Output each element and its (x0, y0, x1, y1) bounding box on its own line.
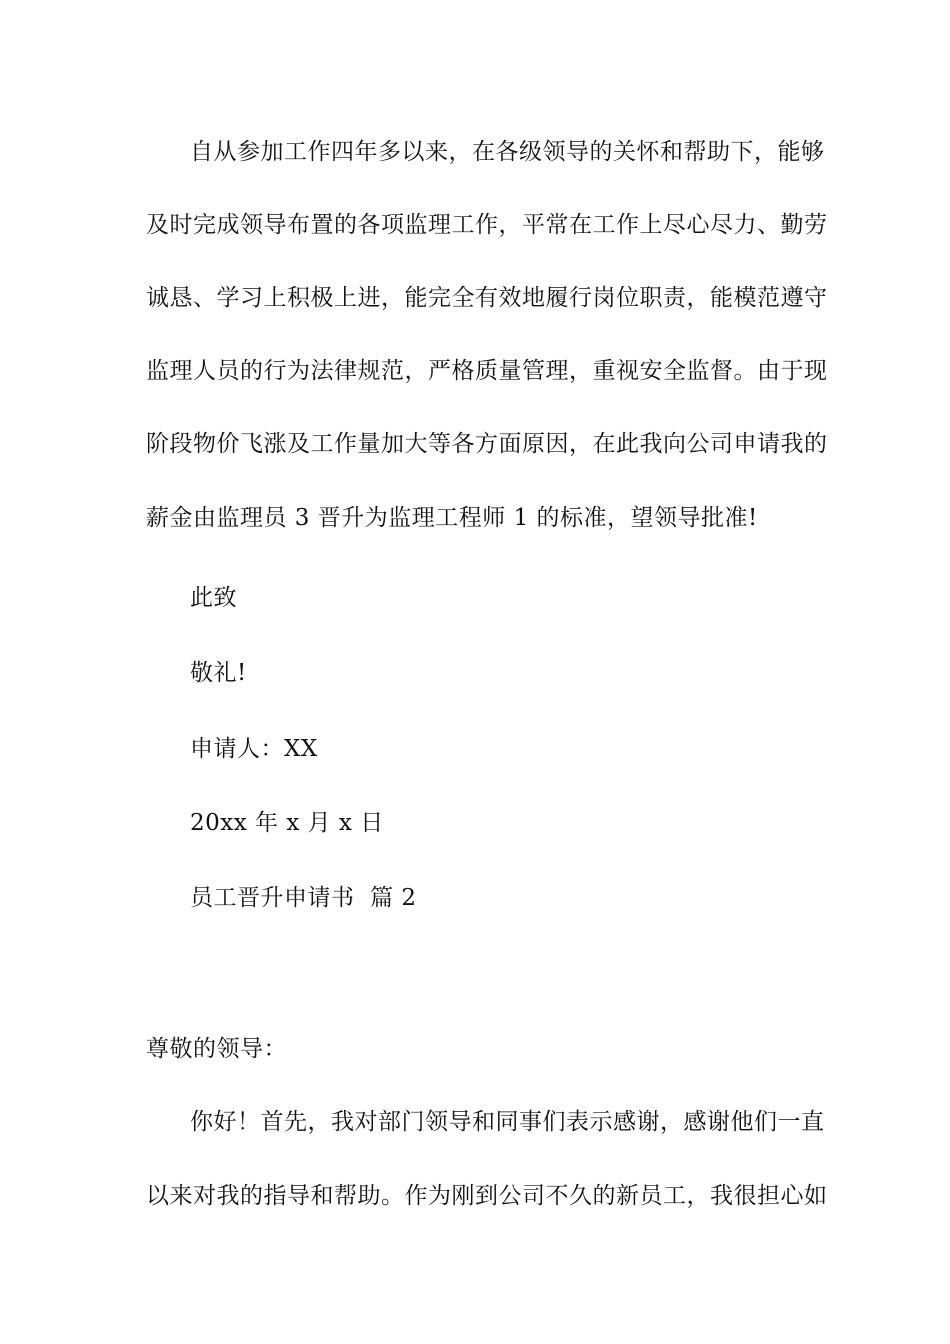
section-title: 员工晋升申请书 篇 2 (190, 885, 417, 911)
paragraph-1-line-2: 及时完成领导布置的各项监理工作，平常在工作上尽心尽力、勤劳 (146, 212, 828, 238)
paragraph-2-line-1: 你好！首先，我对部门领导和同事们表示感谢，感谢他们一直 (190, 1109, 825, 1135)
paragraph-1-line-6: 薪金由监理员 3 晋升为监理工程师 1 的标准，望领导批准! (146, 505, 758, 531)
paragraph-1-line-5: 阶段物价飞涨及工作量加大等各方面原因，在此我向公司申请我的 (146, 431, 828, 457)
date-line: 20xx 年 x 月 x 日 (190, 810, 384, 836)
paragraph-1-line-3: 诚恳、学习上积极上进，能完全有效地履行岗位职责，能模范遵守 (146, 285, 828, 311)
paragraph-1-line-4: 监理人员的行为法律规范，严格质量管理，重视安全监督。由于现 (146, 358, 828, 384)
closing-jing-li: 敬礼! (190, 660, 247, 686)
closing-ci-zhi: 此致 (190, 585, 237, 611)
applicant-line: 申请人：XX (190, 736, 318, 762)
salutation: 尊敬的领导： (146, 1036, 287, 1062)
paragraph-2-line-2: 以来对我的指导和帮助。作为刚到公司不久的新员工，我很担心如 (146, 1183, 828, 1209)
paragraph-1-line-1: 自从参加工作四年多以来，在各级领导的关怀和帮助下，能够 (190, 139, 825, 165)
